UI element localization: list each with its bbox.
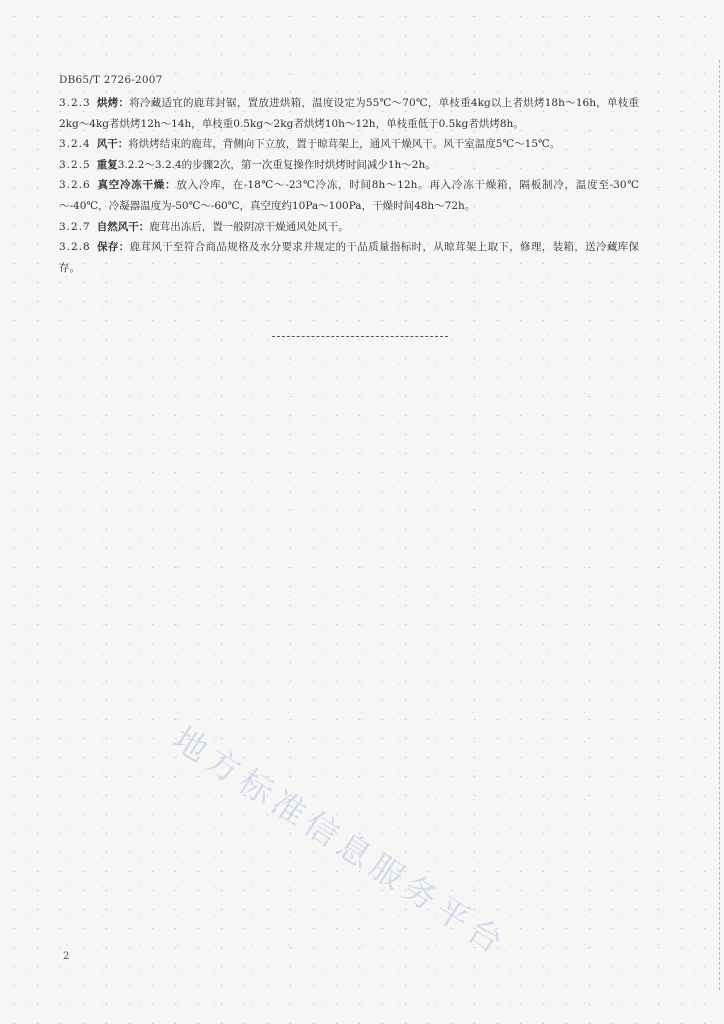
scan-edge-line [718, 60, 720, 990]
clause-text: 鹿茸风干至符合商品规格及水分要求并规定的干品质量指标时，从晾茸架上取下，修理，装箱，送冷藏库保存。 [59, 241, 640, 274]
clause-3-2-5 [59, 155, 639, 176]
clause-3-2-6 [59, 175, 639, 216]
clause-number: 3.2.6 [59, 179, 91, 192]
clause-title: 重复 [96, 158, 118, 171]
clause-text: 放入冷库，在-18℃～-23℃冷冻，时间8h～12h。再入冷冻干燥箱，隔板制冷，温度至-30℃～-40℃，冷凝器温度为-50℃～-60℃，真空度约10Pa～100Pa，干燥时间48h～72h。 [59, 179, 640, 212]
clause-3-2-8 [59, 237, 639, 278]
clause-title: 风干： [96, 138, 129, 151]
clause-text: 将烘烤结束的鹿茸，背侧向下立放，置于晾茸架上，通风干燥风干。风干室温度5℃～15℃。 [128, 138, 561, 151]
clause-number: 3.2.3 [59, 97, 91, 109]
clause-3-2-7 [59, 217, 639, 238]
clause-text: 3.2.2～3.2.4的步骤2次，第一次重复操作时烘烤时间减少1h～2h。 [117, 158, 436, 171]
clause-title: 真空冷冻干燥： [96, 179, 177, 192]
clause-list [59, 93, 639, 278]
clause-number: 3.2.5 [59, 158, 91, 171]
clause-3-2-3 [59, 93, 639, 134]
document-code: DB65/T 2726-2007 [59, 74, 163, 86]
clause-number: 3.2.4 [59, 138, 91, 151]
clause-title: 烘烤： [96, 97, 130, 109]
end-of-document-rule [272, 336, 448, 337]
clause-text: 将冷藏适宜的鹿茸封锯，置放进烘箱，温度设定为55℃～70℃，单枝重4kg以上者烘烤18h～16h，单枝重2kg～4kg者烘烤12h～14h，单枝重0.5kg～2kg者烘烤10h～12h，单枝重低于0.5kg者烘烤8h。 [59, 97, 639, 130]
watermark: 地方标准信息服务平台 [166, 718, 515, 964]
clause-3-2-4 [59, 134, 639, 155]
page-number: 2 [63, 951, 70, 962]
clause-number: 3.2.7 [59, 220, 91, 233]
clause-title: 自然风干： [96, 220, 150, 233]
clause-number: 3.2.8 [59, 241, 91, 254]
clause-title: 保存： [96, 241, 130, 254]
clause-text: 鹿茸出冻后，置一般阴凉干燥通风处风干。 [149, 220, 349, 233]
